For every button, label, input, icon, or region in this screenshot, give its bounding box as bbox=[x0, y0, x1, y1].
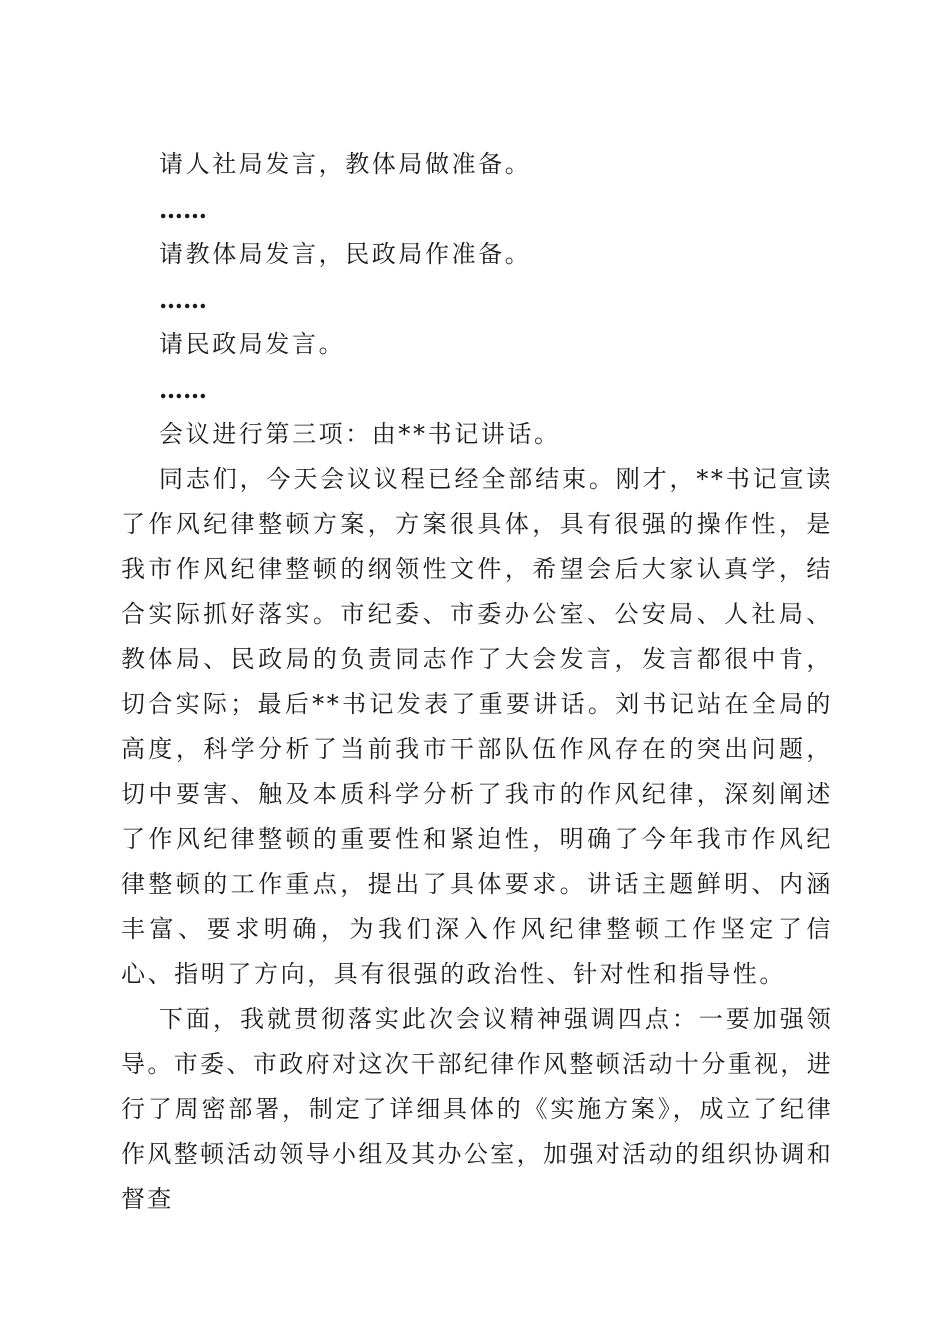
ellipsis-3: …… bbox=[159, 375, 207, 404]
paragraph-agenda-item-3: 会议进行第三项：由**书记讲话。 bbox=[159, 420, 561, 448]
paragraph-speech-call-3: 请民政局发言。 bbox=[159, 330, 346, 358]
paragraph-speech-call-2: 请教体局发言，民政局作准备。 bbox=[159, 240, 532, 268]
ellipsis-2: …… bbox=[159, 285, 207, 314]
paragraph-speech-call-1: 请人社局发言，教体局做准备。 bbox=[159, 150, 532, 178]
document-body bbox=[121, 142, 833, 1222]
paragraph-summary: 同志们，今天会议议程已经全部结束。刚才，**书记宣读了作风纪律整顿方案，方案很具体，具有很强的操作性，是我市作风纪律整顿的纲领性文件，希望会后大家认真学，结合实际抓好落实。市纪委、市委办公室、公安局、人社局、教体局、民政局的负责同志作了大会发言，发言都很中肯，切合实际；最后**书记发表了重要讲话。刘书记站在全局的高度，科学分析了当前我市干部队伍作风存在的突出问题，切中要害、触及本质科学分析了我市的作风纪律，深刻阐述了作风纪律整顿的重要性和紧迫性，明确了今年我市作风纪律整顿的工作重点，提出了具体要求。讲话主题鲜明、内涵丰富、要求明确，为我们深入作风纪律整顿工作坚定了信心、指明了方向，具有很强的政治性、针对性和指导性。 bbox=[121, 465, 833, 988]
paragraph-requirements: 下面，我就贯彻落实此次会议精神强调四点：一要加强领导。市委、市政府对这次干部纪律作风整顿活动十分重视，进行了周密部署，制定了详细具体的《实施方案》，成立了纪律作风整顿活动领导小组及其办公室，加强对活动的组织协调和督查 bbox=[121, 1005, 833, 1213]
ellipsis-1: …… bbox=[159, 195, 207, 224]
